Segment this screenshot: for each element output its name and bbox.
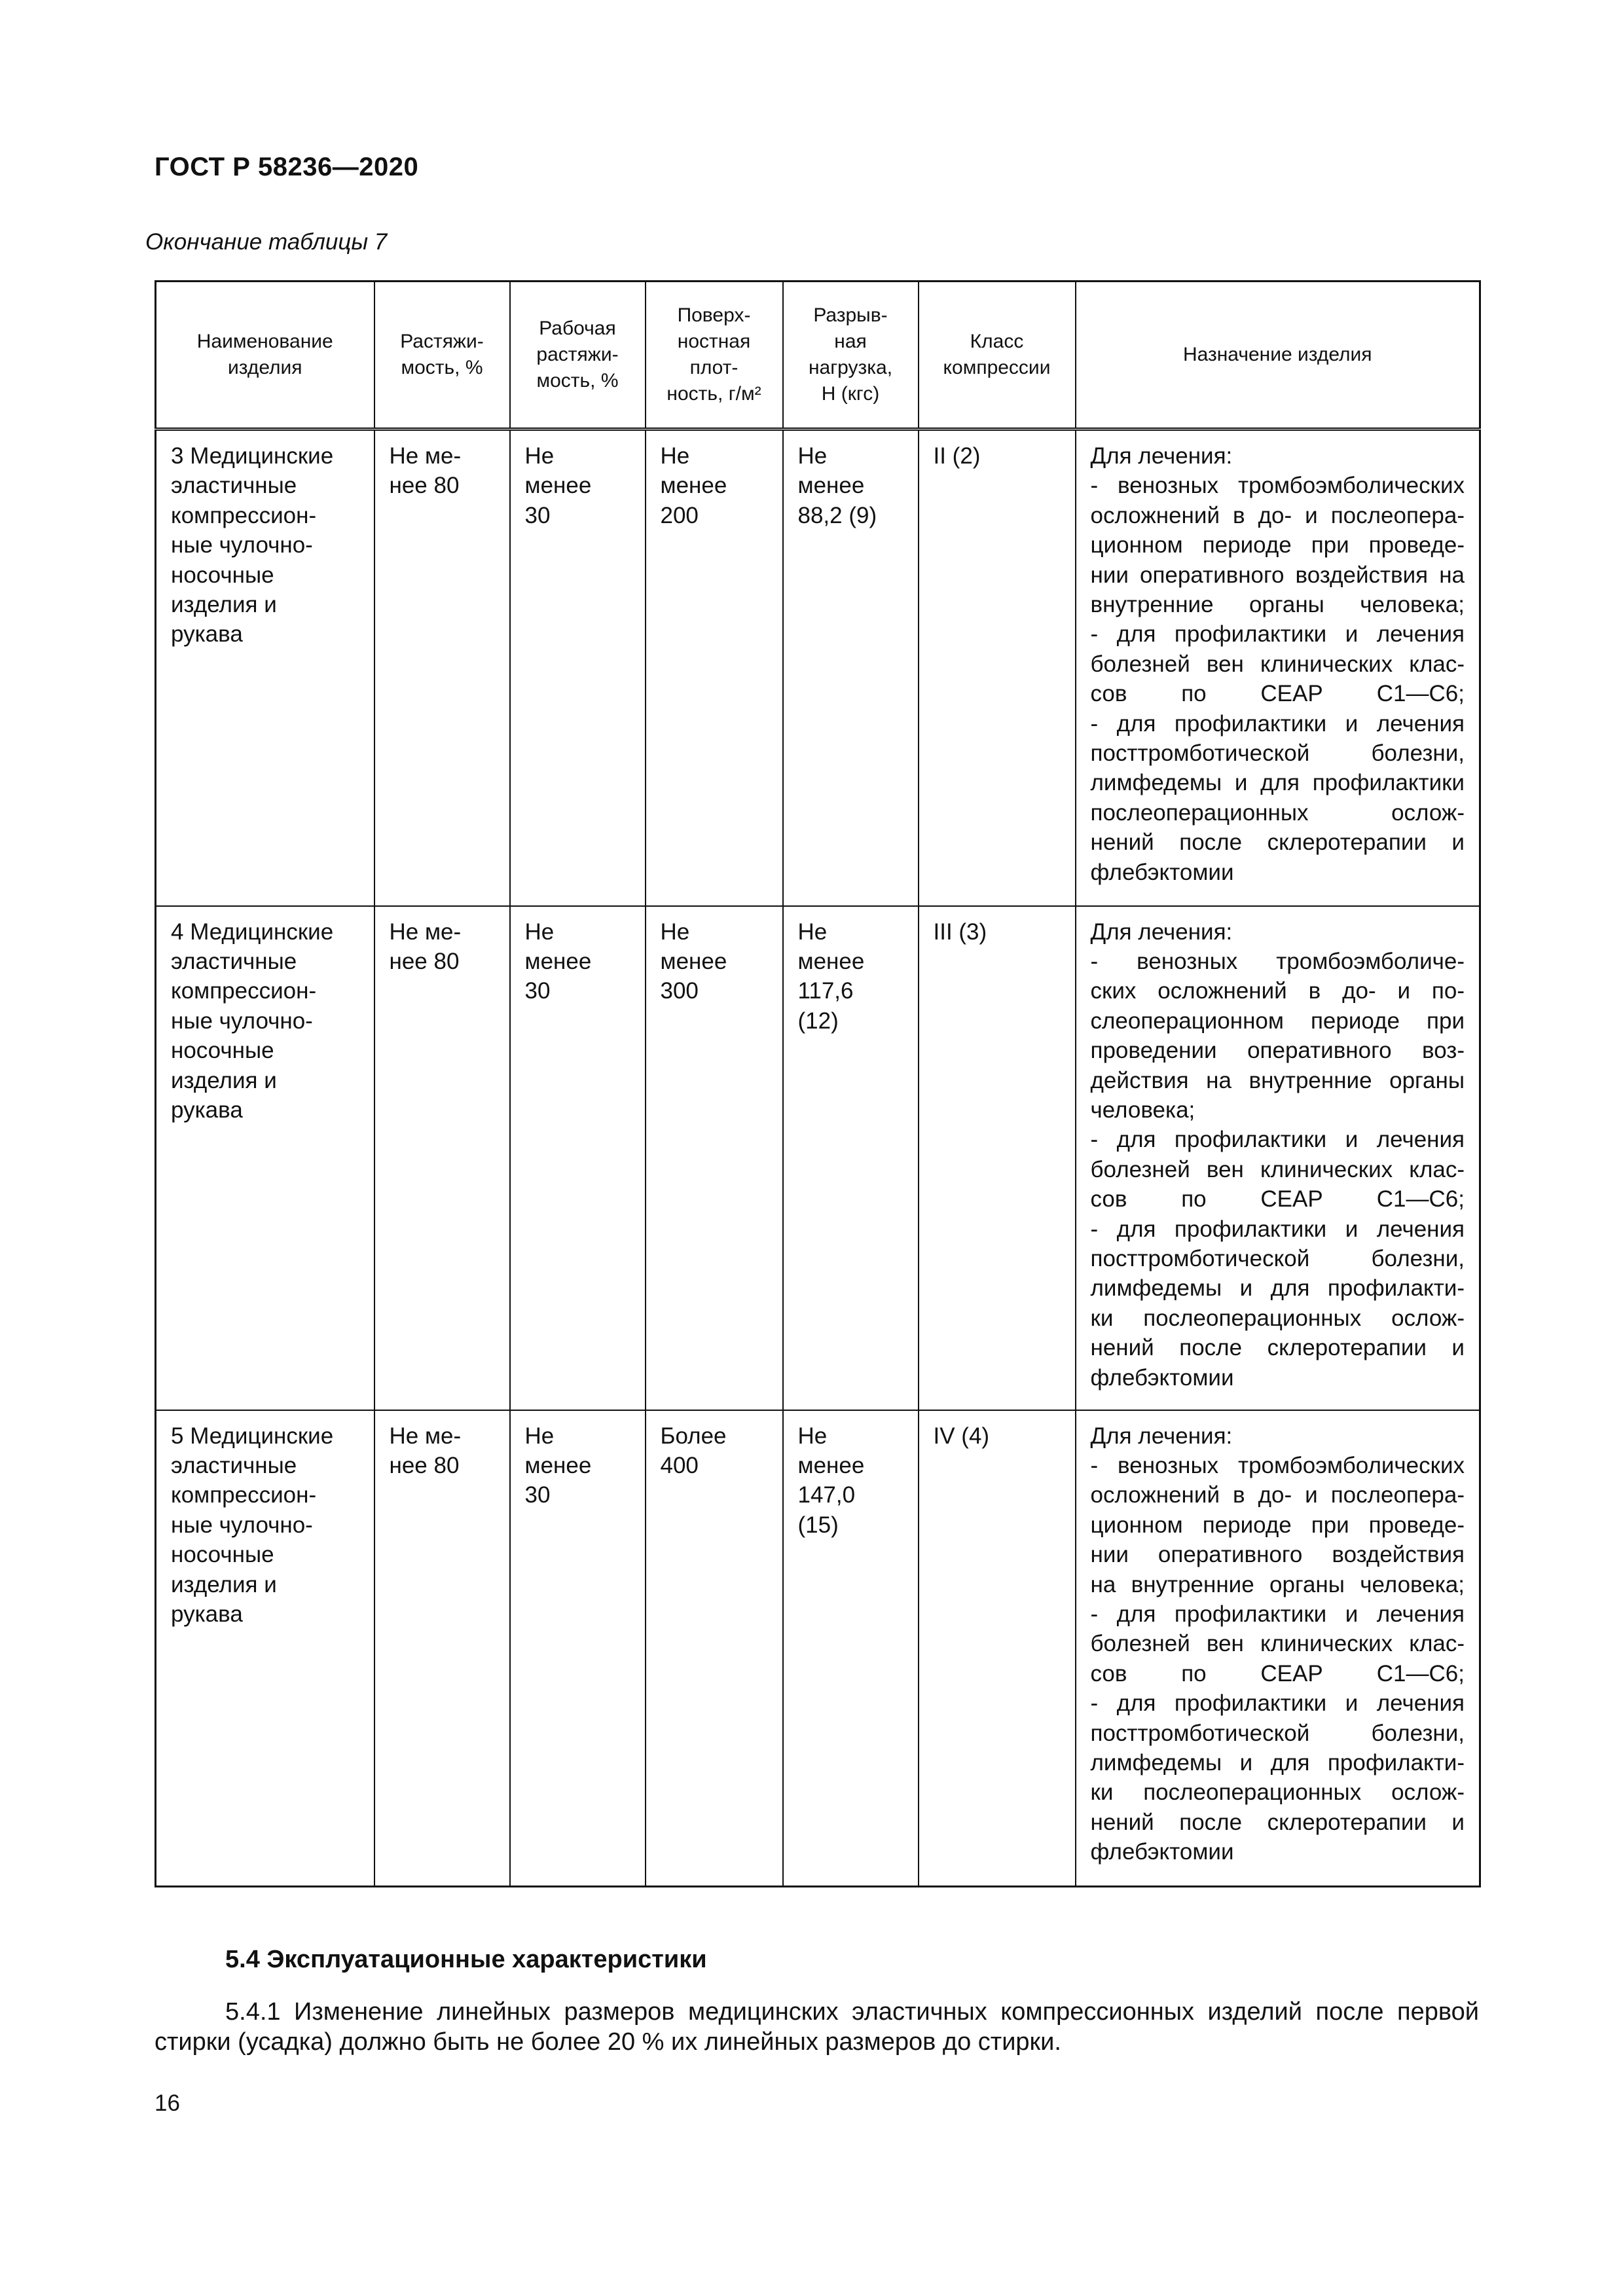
cell-line: 5 Медицинские	[171, 1423, 334, 1449]
cell-line: нее 80	[389, 473, 460, 499]
cell-line: 400	[660, 1452, 699, 1478]
cell-line: нее 80	[389, 1452, 460, 1478]
cell-breaking-load	[783, 429, 919, 906]
page-number: 16	[155, 2090, 180, 2116]
cell-line: Более	[660, 1423, 727, 1449]
cell-line: - для профилактики и лечения	[1090, 710, 1465, 737]
cell-line: 3 Медицинские	[171, 443, 334, 469]
cell-line: носочные	[171, 1038, 274, 1064]
cell-line: эластичные	[171, 1452, 297, 1478]
paragraph-text: 5.4.1 Изменение линейных размеров медицинских эластичных компрессионных изделий после первой стирки (усадка) должно быть не более 20 % их линейных размеров до стирки.	[155, 1998, 1479, 2056]
cell-compression-class	[919, 429, 1076, 906]
header-breaking-load	[783, 282, 919, 429]
cell-line: осложнений в до- и послеопера-	[1090, 1482, 1465, 1508]
cell-line: - венозных тромбоэмболических	[1090, 473, 1465, 499]
cell-line: Не	[660, 443, 690, 469]
cell-product-name	[156, 429, 374, 906]
cell-line: нее 80	[389, 948, 460, 974]
cell-line: носочные	[171, 1542, 274, 1568]
cell-product-name	[156, 1410, 374, 1887]
cell-line: II (2)	[933, 443, 981, 469]
cell-line: Не	[660, 919, 690, 945]
cell-line: рукава	[171, 621, 243, 647]
cell-line: посттромботической болезни,	[1090, 1245, 1465, 1271]
cell-line: Не ме-	[389, 919, 462, 945]
cell-line: - венозных тромбоэмболиче-	[1090, 948, 1465, 974]
header-working-stretch	[510, 282, 646, 429]
cell-line: рукава	[171, 1097, 243, 1123]
cell-line: рукава	[171, 1601, 243, 1627]
cell-line: нений после склеротерапии и	[1090, 1809, 1465, 1835]
cell-line: флебэктомии	[1090, 859, 1234, 885]
header-line: Растяжи-	[400, 331, 484, 352]
header-line: плот-	[689, 357, 739, 378]
cell-line: менее	[524, 948, 592, 974]
cell-line: (12)	[797, 1008, 839, 1034]
cell-line: эластичные	[171, 948, 297, 974]
cell-surface-density	[646, 1410, 783, 1887]
header-line: мость, %	[401, 357, 483, 378]
cell-stretch	[374, 1410, 510, 1887]
table-caption: Окончание таблицы 7	[145, 229, 388, 255]
cell-breaking-load	[783, 906, 919, 1410]
cell-line: III (3)	[933, 919, 987, 945]
cell-line: Для лечения:	[1090, 1423, 1233, 1449]
cell-line: болезней вен клинических клас-	[1090, 651, 1465, 677]
cell-line: менее	[660, 948, 727, 974]
cell-purpose	[1076, 1410, 1480, 1887]
cell-line: на внутренние органы человека;	[1090, 1571, 1465, 1597]
cell-line: 4 Медицинские	[171, 919, 334, 945]
table-row	[156, 906, 1480, 1410]
cell-line: - для профилактики и лечения	[1090, 1127, 1465, 1153]
cell-line: компрессион-	[171, 502, 317, 528]
cell-line: ки послеоперационных ослож-	[1090, 1779, 1465, 1806]
cell-line: менее	[524, 473, 592, 499]
cell-line: осложнений в до- и послеопера-	[1090, 502, 1465, 528]
cell-line: внутренние органы человека;	[1090, 592, 1465, 618]
cell-line: Не	[524, 443, 555, 469]
cell-line: Не ме-	[389, 443, 462, 469]
section-paragraph	[155, 1997, 1479, 2057]
cell-line: - для профилактики и лечения	[1090, 1216, 1465, 1242]
cell-line: Не	[524, 919, 555, 945]
cell-line: сов по CEAP С1—С6;	[1090, 1660, 1465, 1686]
cell-line: лимфедемы и для профилакти-	[1090, 1749, 1465, 1776]
header-line: мость, %	[536, 370, 619, 392]
cell-line: ные чулочно-	[171, 1512, 313, 1538]
cell-purpose	[1076, 906, 1480, 1410]
cell-line: - для профилактики и лечения	[1090, 1601, 1465, 1627]
cell-line: 30	[524, 502, 551, 528]
header-line: компрессии	[943, 357, 1051, 378]
cell-line: человека;	[1090, 1097, 1195, 1123]
cell-line: слеоперационном периоде при	[1090, 1008, 1465, 1034]
cell-line: лимфедемы и для профилакти-	[1090, 1275, 1465, 1302]
header-line: Назначение изделия	[1182, 344, 1372, 365]
cell-line: посттромботической болезни,	[1090, 740, 1465, 767]
header-line: Н (кгс)	[821, 383, 880, 405]
header-line: Наименование	[196, 331, 333, 352]
cell-line: Не	[524, 1423, 555, 1449]
header-line: Класс	[970, 331, 1024, 352]
specifications-table	[155, 280, 1481, 1887]
cell-line: менее	[797, 473, 865, 499]
cell-line: лимфедемы и для профилактики	[1090, 770, 1465, 796]
table-row	[156, 429, 1480, 906]
cell-line: - для профилактики и лечения	[1090, 1690, 1465, 1717]
header-surface-density	[646, 282, 783, 429]
cell-line: ные чулочно-	[171, 532, 313, 558]
header-purpose	[1076, 282, 1480, 429]
cell-line: Не	[797, 919, 828, 945]
cell-line: эластичные	[171, 473, 297, 499]
header-compression-class	[919, 282, 1076, 429]
cell-line: (15)	[797, 1512, 839, 1538]
document-header: ГОСТ Р 58236—2020	[155, 153, 419, 181]
cell-stretch	[374, 429, 510, 906]
cell-line: изделия и	[171, 1067, 277, 1093]
cell-line: ки послеоперационных ослож-	[1090, 1305, 1465, 1331]
header-line: ная	[834, 331, 867, 352]
header-line: Рабочая	[539, 318, 616, 339]
cell-product-name	[156, 906, 374, 1410]
cell-line: нии оперативного воздействия на	[1090, 562, 1465, 588]
cell-line: носочные	[171, 562, 274, 588]
cell-line: послеоперационных ослож-	[1090, 799, 1465, 826]
cell-line: болезней вен клинических клас-	[1090, 1156, 1465, 1182]
cell-line: ционном периоде при проведе-	[1090, 532, 1465, 558]
cell-line: болезней вен клинических клас-	[1090, 1631, 1465, 1657]
cell-line: компрессион-	[171, 1482, 317, 1508]
cell-line: изделия и	[171, 592, 277, 618]
cell-stretch	[374, 906, 510, 1410]
cell-line: Для лечения:	[1090, 443, 1233, 469]
header-line: Разрыв-	[813, 304, 888, 326]
cell-line: - венозных тромбоэмболических	[1090, 1452, 1465, 1478]
cell-line: IV (4)	[933, 1423, 990, 1449]
header-line: изделия	[227, 357, 302, 378]
cell-line: менее	[797, 1452, 865, 1478]
cell-line: 88,2 (9)	[797, 502, 877, 528]
cell-line: посттромботической болезни,	[1090, 1720, 1465, 1746]
cell-line: компрессион-	[171, 978, 317, 1004]
cell-line: флебэктомии	[1090, 1839, 1234, 1865]
cell-line: 300	[660, 978, 699, 1004]
cell-line: 30	[524, 978, 551, 1004]
table-header-row	[156, 282, 1480, 429]
cell-line: ских осложнений в до- и по-	[1090, 978, 1465, 1004]
cell-line: флебэктомии	[1090, 1364, 1234, 1391]
cell-line: 200	[660, 502, 699, 528]
header-line: нагрузка,	[808, 357, 893, 378]
cell-line: сов по CEAP С1—С6;	[1090, 681, 1465, 707]
header-line: ностная	[677, 331, 751, 352]
cell-line: Для лечения:	[1090, 919, 1233, 945]
cell-line: 30	[524, 1482, 551, 1508]
cell-compression-class	[919, 906, 1076, 1410]
cell-working-stretch	[510, 906, 646, 1410]
cell-compression-class	[919, 1410, 1076, 1887]
cell-line: проведении оперативного воз-	[1090, 1038, 1465, 1064]
section-title: 5.4 Эксплуатационные характеристики	[225, 1946, 707, 1973]
cell-line: Не	[797, 443, 828, 469]
header-line: Поверх-	[677, 304, 751, 326]
cell-surface-density	[646, 429, 783, 906]
cell-line: - для профилактики и лечения	[1090, 621, 1465, 647]
cell-line: 147,0	[797, 1482, 856, 1508]
cell-line: нений после склеротерапии и	[1090, 1335, 1465, 1361]
table-row	[156, 1410, 1480, 1887]
header-stretch	[374, 282, 510, 429]
cell-line: изделия и	[171, 1571, 277, 1597]
cell-line: ционном периоде при проведе-	[1090, 1512, 1465, 1538]
cell-working-stretch	[510, 429, 646, 906]
cell-breaking-load	[783, 1410, 919, 1887]
cell-line: менее	[524, 1452, 592, 1478]
cell-purpose	[1076, 429, 1480, 906]
header-line: ность, г/м²	[666, 383, 761, 405]
header-line: растяжи-	[536, 344, 619, 365]
cell-line: менее	[660, 473, 727, 499]
cell-working-stretch	[510, 1410, 646, 1887]
cell-line: менее	[797, 948, 865, 974]
header-product-name	[156, 282, 374, 429]
cell-line: сов по CEAP С1—С6;	[1090, 1186, 1465, 1212]
cell-line: нений после склеротерапии и	[1090, 829, 1465, 856]
cell-line: Не ме-	[389, 1423, 462, 1449]
cell-line: ные чулочно-	[171, 1008, 313, 1034]
cell-line: нии оперативного воздействия	[1090, 1542, 1465, 1568]
cell-surface-density	[646, 906, 783, 1410]
cell-line: Не	[797, 1423, 828, 1449]
cell-line: 117,6	[797, 978, 854, 1004]
cell-line: действия на внутренние органы	[1090, 1067, 1465, 1093]
